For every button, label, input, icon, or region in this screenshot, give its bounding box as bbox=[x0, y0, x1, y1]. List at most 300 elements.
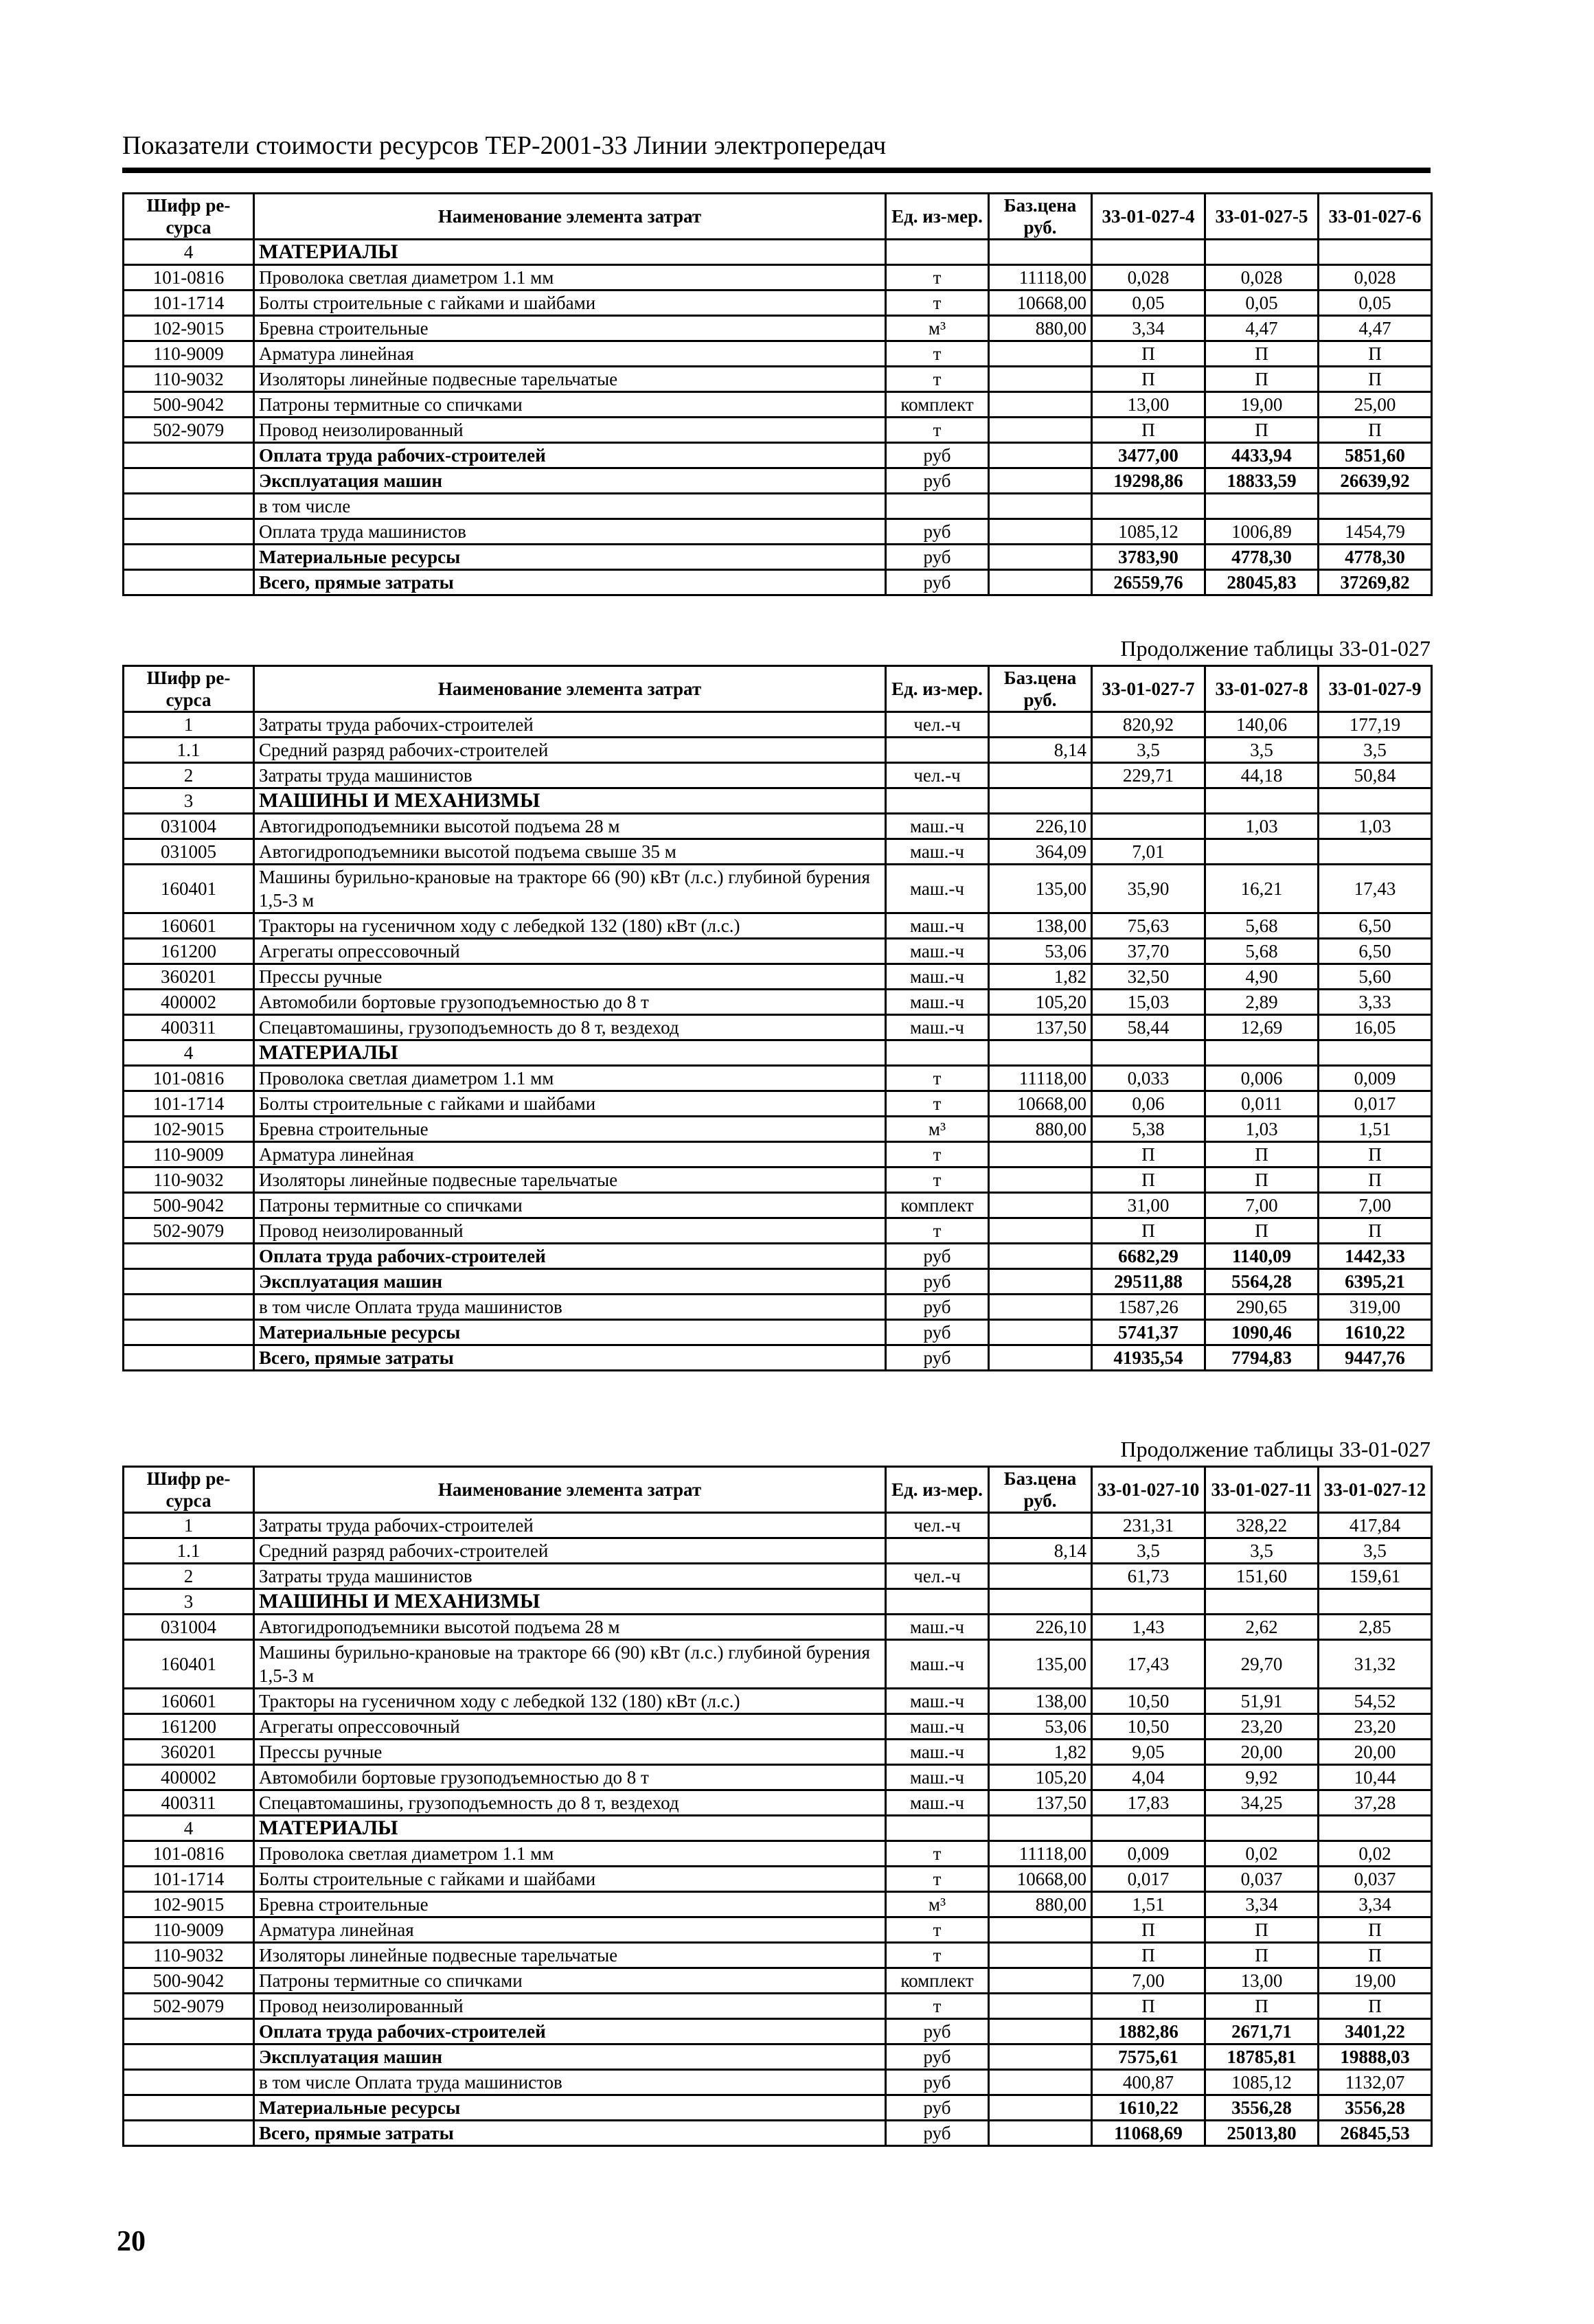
resource-code: 110-9032 bbox=[124, 367, 254, 392]
norm-value: 17,43 bbox=[1092, 1640, 1205, 1689]
norm-value bbox=[1205, 839, 1319, 865]
norm-value: 4,47 bbox=[1319, 316, 1432, 341]
resource-code bbox=[124, 443, 254, 468]
norm-value: 0,028 bbox=[1319, 265, 1432, 290]
norm-value: П bbox=[1205, 1994, 1319, 2019]
norm-value: 5564,28 bbox=[1205, 1269, 1319, 1295]
resource-code: 500-9042 bbox=[124, 1968, 254, 1994]
resource-code: 360201 bbox=[124, 964, 254, 990]
unit-of-measure: т bbox=[886, 1066, 989, 1091]
norm-value: 5,68 bbox=[1205, 939, 1319, 964]
norm-value: 26559,76 bbox=[1092, 570, 1205, 595]
table-row bbox=[124, 1615, 1432, 1640]
element-name: Всего, прямые затраты bbox=[254, 1345, 886, 1371]
base-price bbox=[989, 494, 1092, 519]
unit-of-measure bbox=[886, 788, 989, 814]
base-price bbox=[989, 1218, 1092, 1244]
header-norm-column: 33-01-027-12 bbox=[1319, 1467, 1432, 1513]
norm-value: 231,31 bbox=[1092, 1513, 1205, 1538]
header-norm-column: 33-01-027-8 bbox=[1205, 666, 1319, 712]
resource-code: 160601 bbox=[124, 913, 254, 939]
resource-code bbox=[124, 494, 254, 519]
base-price: 53,06 bbox=[989, 1714, 1092, 1740]
base-price bbox=[989, 1167, 1092, 1193]
resource-code bbox=[124, 1295, 254, 1320]
table-row bbox=[124, 367, 1432, 392]
table-row bbox=[124, 738, 1432, 763]
element-name: в том числе Оплата труда машинистов bbox=[254, 1295, 886, 1320]
table-row bbox=[124, 1765, 1432, 1790]
element-name: Болты строительные с гайками и шайбами bbox=[254, 1091, 886, 1117]
element-name: Проволока светлая диаметром 1.1 мм bbox=[254, 1066, 886, 1091]
norm-value: 5,68 bbox=[1205, 913, 1319, 939]
norm-value: П bbox=[1092, 1167, 1205, 1193]
norm-value: П bbox=[1319, 1218, 1432, 1244]
base-price bbox=[989, 712, 1092, 738]
norm-value: 50,84 bbox=[1319, 763, 1432, 788]
resource-code bbox=[124, 570, 254, 595]
table-row bbox=[124, 1841, 1432, 1867]
table-row bbox=[124, 1295, 1432, 1320]
norm-value: 1006,89 bbox=[1205, 519, 1319, 545]
unit-of-measure: руб bbox=[886, 1345, 989, 1371]
element-name: Автогидроподъемники высотой подъема 28 м bbox=[254, 814, 886, 839]
base-price bbox=[989, 2044, 1092, 2070]
resource-code: 160401 bbox=[124, 1640, 254, 1689]
norm-value: П bbox=[1205, 367, 1319, 392]
norm-value: П bbox=[1319, 367, 1432, 392]
norm-value bbox=[1092, 240, 1205, 265]
resource-code: 1.1 bbox=[124, 1538, 254, 1564]
norm-value: 16,21 bbox=[1205, 865, 1319, 913]
unit-of-measure: т bbox=[886, 367, 989, 392]
element-name: Всего, прямые затраты bbox=[254, 570, 886, 595]
norm-value: 18785,81 bbox=[1205, 2044, 1319, 2070]
table-row bbox=[124, 1943, 1432, 1968]
element-name: Бревна строительные bbox=[254, 1892, 886, 1917]
norm-value: 7,00 bbox=[1319, 1193, 1432, 1218]
norm-value: 4778,30 bbox=[1319, 545, 1432, 570]
base-price bbox=[989, 1943, 1092, 1968]
table-row bbox=[124, 1994, 1432, 2019]
norm-value: 0,028 bbox=[1205, 265, 1319, 290]
norm-value: 3,5 bbox=[1092, 738, 1205, 763]
resource-code: 101-0816 bbox=[124, 265, 254, 290]
norm-value: 6,50 bbox=[1319, 913, 1432, 939]
base-price bbox=[989, 1917, 1092, 1943]
base-price: 138,00 bbox=[989, 913, 1092, 939]
base-price bbox=[989, 2121, 1092, 2146]
norm-value: 6395,21 bbox=[1319, 1269, 1432, 1295]
table-row bbox=[124, 1513, 1432, 1538]
norm-value: 2,85 bbox=[1319, 1615, 1432, 1640]
norm-value bbox=[1205, 494, 1319, 519]
norm-value bbox=[1205, 1589, 1319, 1615]
header-code: Шифр ре-сурса bbox=[124, 194, 254, 240]
norm-value: 9,05 bbox=[1092, 1740, 1205, 1765]
table-row bbox=[124, 712, 1432, 738]
norm-value bbox=[1319, 240, 1432, 265]
total-row bbox=[124, 1345, 1432, 1371]
table-row bbox=[124, 418, 1432, 443]
norm-value: 51,91 bbox=[1205, 1689, 1319, 1714]
unit-of-measure: руб bbox=[886, 570, 989, 595]
base-price bbox=[989, 1193, 1092, 1218]
norm-value bbox=[1319, 1040, 1432, 1066]
resource-code: 161200 bbox=[124, 939, 254, 964]
table-row bbox=[124, 939, 1432, 964]
base-price: 105,20 bbox=[989, 1765, 1092, 1790]
norm-value: 1587,26 bbox=[1092, 1295, 1205, 1320]
base-price bbox=[989, 1564, 1092, 1589]
table-row bbox=[124, 265, 1432, 290]
resource-code: 400002 bbox=[124, 990, 254, 1015]
norm-value: П bbox=[1092, 1917, 1205, 1943]
resource-code: 3 bbox=[124, 788, 254, 814]
unit-of-measure: руб bbox=[886, 519, 989, 545]
resource-code bbox=[124, 2044, 254, 2070]
norm-value: 10,44 bbox=[1319, 1765, 1432, 1790]
resource-code: 101-1714 bbox=[124, 1867, 254, 1892]
page-header: Показатели стоимости ресурсов ТЕР-2001-33 Линии электропередач bbox=[122, 130, 1431, 173]
unit-of-measure: руб bbox=[886, 2070, 989, 2095]
page-number: 20 bbox=[117, 2226, 146, 2257]
unit-of-measure: маш.-ч bbox=[886, 990, 989, 1015]
norm-value: 11068,69 bbox=[1092, 2121, 1205, 2146]
header-norm-column: 33-01-027-10 bbox=[1092, 1467, 1205, 1513]
base-price bbox=[989, 2019, 1092, 2044]
base-price: 11118,00 bbox=[989, 265, 1092, 290]
element-name: Проволока светлая диаметром 1.1 мм bbox=[254, 1841, 886, 1867]
resource-table-2 bbox=[122, 665, 1431, 1371]
base-price: 364,09 bbox=[989, 839, 1092, 865]
table-row bbox=[124, 964, 1432, 990]
norm-value bbox=[1319, 839, 1432, 865]
norm-value: 159,61 bbox=[1319, 1564, 1432, 1589]
norm-value bbox=[1319, 1816, 1432, 1841]
norm-value: 3401,22 bbox=[1319, 2019, 1432, 2044]
base-price bbox=[989, 763, 1092, 788]
header-unit: Ед. из-мер. bbox=[886, 666, 989, 712]
norm-value: 5,60 bbox=[1319, 964, 1432, 990]
norm-value: 3477,00 bbox=[1092, 443, 1205, 468]
element-name: Арматура линейная bbox=[254, 1917, 886, 1943]
element-name: Оплата труда рабочих-строителей bbox=[254, 1244, 886, 1269]
norm-value: 32,50 bbox=[1092, 964, 1205, 990]
unit-of-measure: т bbox=[886, 1917, 989, 1943]
element-name: Затраты труда машинистов bbox=[254, 763, 886, 788]
table-row bbox=[124, 1015, 1432, 1040]
resource-code: 2 bbox=[124, 763, 254, 788]
resource-code: 101-0816 bbox=[124, 1841, 254, 1867]
resource-code: 4 bbox=[124, 240, 254, 265]
element-name: Машины бурильно-крановые на тракторе 66 (90) кВт (л.с.) глубиной бурения 1,5-3 м bbox=[254, 1640, 886, 1689]
norm-value: 37,28 bbox=[1319, 1790, 1432, 1816]
unit-of-measure: т bbox=[886, 265, 989, 290]
element-name: Прессы ручные bbox=[254, 1740, 886, 1765]
element-name: МАТЕРИАЛЫ bbox=[254, 240, 886, 265]
norm-value: П bbox=[1319, 1994, 1432, 2019]
element-name: Затраты труда рабочих-строителей bbox=[254, 712, 886, 738]
cost-table bbox=[122, 1466, 1433, 2147]
norm-value: 35,90 bbox=[1092, 865, 1205, 913]
resource-code bbox=[124, 1269, 254, 1295]
norm-value: П bbox=[1205, 1218, 1319, 1244]
unit-of-measure: чел.-ч bbox=[886, 1564, 989, 1589]
norm-value: П bbox=[1092, 1943, 1205, 1968]
header-row bbox=[124, 1467, 1432, 1513]
norm-value: 5,38 bbox=[1092, 1117, 1205, 1142]
norm-value: 3,5 bbox=[1319, 1538, 1432, 1564]
norm-value: П bbox=[1319, 418, 1432, 443]
resource-code: 4 bbox=[124, 1040, 254, 1066]
unit-of-measure: маш.-ч bbox=[886, 939, 989, 964]
total-row bbox=[124, 1244, 1432, 1269]
section-row bbox=[124, 240, 1432, 265]
unit-of-measure: маш.-ч bbox=[886, 1790, 989, 1816]
resource-table-3 bbox=[122, 1466, 1431, 2147]
norm-value: 1090,46 bbox=[1205, 1320, 1319, 1345]
table-row bbox=[124, 814, 1432, 839]
norm-value: 0,02 bbox=[1205, 1841, 1319, 1867]
norm-value bbox=[1092, 1589, 1205, 1615]
unit-of-measure: т bbox=[886, 418, 989, 443]
base-price: 226,10 bbox=[989, 814, 1092, 839]
base-price: 105,20 bbox=[989, 990, 1092, 1015]
norm-value: 319,00 bbox=[1319, 1295, 1432, 1320]
resource-code: 1 bbox=[124, 712, 254, 738]
norm-value: 1085,12 bbox=[1092, 519, 1205, 545]
element-name: Автомобили бортовые грузоподъемностью до 8 т bbox=[254, 990, 886, 1015]
norm-value: 0,037 bbox=[1319, 1867, 1432, 1892]
norm-value: 75,63 bbox=[1092, 913, 1205, 939]
unit-of-measure: чел.-ч bbox=[886, 1513, 989, 1538]
resource-code: 3 bbox=[124, 1589, 254, 1615]
base-price bbox=[989, 1295, 1092, 1320]
resource-code: 102-9015 bbox=[124, 1892, 254, 1917]
norm-value: 1610,22 bbox=[1319, 1320, 1432, 1345]
table-row bbox=[124, 1892, 1432, 1917]
norm-value: 0,02 bbox=[1319, 1841, 1432, 1867]
element-name: Оплата труда машинистов bbox=[254, 519, 886, 545]
header-price: Баз.цена руб. bbox=[989, 1467, 1092, 1513]
table-row bbox=[124, 1167, 1432, 1193]
unit-of-measure: маш.-ч bbox=[886, 1689, 989, 1714]
header-price: Баз.цена руб. bbox=[989, 666, 1092, 712]
norm-value: 0,037 bbox=[1205, 1867, 1319, 1892]
table-row bbox=[124, 1790, 1432, 1816]
resource-code: 502-9079 bbox=[124, 1218, 254, 1244]
norm-value bbox=[1092, 494, 1205, 519]
norm-value: 1132,07 bbox=[1319, 2070, 1432, 2095]
unit-of-measure: маш.-ч bbox=[886, 1765, 989, 1790]
unit-of-measure bbox=[886, 738, 989, 763]
norm-value: 0,028 bbox=[1092, 265, 1205, 290]
base-price bbox=[989, 545, 1092, 570]
norm-value: 140,06 bbox=[1205, 712, 1319, 738]
norm-value bbox=[1205, 240, 1319, 265]
norm-value: 2,62 bbox=[1205, 1615, 1319, 1640]
norm-value: 400,87 bbox=[1092, 2070, 1205, 2095]
element-name: Бревна строительные bbox=[254, 1117, 886, 1142]
unit-of-measure: руб bbox=[886, 1295, 989, 1320]
unit-of-measure: т bbox=[886, 341, 989, 367]
table-row bbox=[124, 1117, 1432, 1142]
unit-of-measure: маш.-ч bbox=[886, 814, 989, 839]
base-price: 8,14 bbox=[989, 1538, 1092, 1564]
element-name: Арматура линейная bbox=[254, 341, 886, 367]
resource-code bbox=[124, 2121, 254, 2146]
table-row bbox=[124, 913, 1432, 939]
unit-of-measure: руб bbox=[886, 2044, 989, 2070]
norm-value: П bbox=[1319, 1167, 1432, 1193]
element-name: в том числе Оплата труда машинистов bbox=[254, 2070, 886, 2095]
norm-value: 0,033 bbox=[1092, 1066, 1205, 1091]
norm-value: 6,50 bbox=[1319, 939, 1432, 964]
unit-of-measure: комплект bbox=[886, 392, 989, 418]
table-row bbox=[124, 341, 1432, 367]
unit-of-measure: т bbox=[886, 1841, 989, 1867]
base-price: 135,00 bbox=[989, 865, 1092, 913]
resource-code bbox=[124, 1345, 254, 1371]
base-price: 880,00 bbox=[989, 1892, 1092, 1917]
norm-value: 19298,86 bbox=[1092, 468, 1205, 494]
base-price: 137,50 bbox=[989, 1015, 1092, 1040]
norm-value: 3,34 bbox=[1092, 316, 1205, 341]
norm-value: 9,92 bbox=[1205, 1765, 1319, 1790]
norm-value: 19,00 bbox=[1319, 1968, 1432, 1994]
norm-value: 25,00 bbox=[1319, 392, 1432, 418]
norm-value: 4,47 bbox=[1205, 316, 1319, 341]
resource-code: 101-1714 bbox=[124, 1091, 254, 1117]
unit-of-measure: т bbox=[886, 1943, 989, 1968]
norm-value: 1085,12 bbox=[1205, 2070, 1319, 2095]
header-norm-column: 33-01-027-9 bbox=[1319, 666, 1432, 712]
table-row bbox=[124, 1091, 1432, 1117]
base-price: 8,14 bbox=[989, 738, 1092, 763]
resource-code: 110-9009 bbox=[124, 1917, 254, 1943]
unit-of-measure: чел.-ч bbox=[886, 763, 989, 788]
norm-value: 15,03 bbox=[1092, 990, 1205, 1015]
base-price bbox=[989, 443, 1092, 468]
table-row bbox=[124, 1714, 1432, 1740]
norm-value: 1,03 bbox=[1319, 814, 1432, 839]
norm-value: 0,05 bbox=[1319, 290, 1432, 316]
header-code: Шифр ре-сурса bbox=[124, 666, 254, 712]
resource-code: 031004 bbox=[124, 1615, 254, 1640]
norm-value bbox=[1205, 1816, 1319, 1841]
norm-value: 13,00 bbox=[1092, 392, 1205, 418]
unit-of-measure: м³ bbox=[886, 316, 989, 341]
norm-value: П bbox=[1092, 1142, 1205, 1167]
norm-value: 9447,76 bbox=[1319, 1345, 1432, 1371]
norm-value: 2671,71 bbox=[1205, 2019, 1319, 2044]
resource-code: 101-1714 bbox=[124, 290, 254, 316]
table-row bbox=[124, 990, 1432, 1015]
element-name: Проволока светлая диаметром 1.1 мм bbox=[254, 265, 886, 290]
resource-code bbox=[124, 1320, 254, 1345]
norm-value: П bbox=[1205, 341, 1319, 367]
resource-code: 110-9032 bbox=[124, 1167, 254, 1193]
element-name: МАШИНЫ И МЕХАНИЗМЫ bbox=[254, 1589, 886, 1615]
table-row bbox=[124, 392, 1432, 418]
table-row bbox=[124, 1218, 1432, 1244]
norm-value: 37269,82 bbox=[1319, 570, 1432, 595]
base-price bbox=[989, 788, 1092, 814]
resource-code: 160601 bbox=[124, 1689, 254, 1714]
unit-of-measure: т bbox=[886, 1167, 989, 1193]
norm-value: 3783,90 bbox=[1092, 545, 1205, 570]
base-price bbox=[989, 519, 1092, 545]
resource-code: 360201 bbox=[124, 1740, 254, 1765]
norm-value: 20,00 bbox=[1205, 1740, 1319, 1765]
norm-value: 10,50 bbox=[1092, 1714, 1205, 1740]
element-name: Изоляторы линейные подвесные тарельчатые bbox=[254, 367, 886, 392]
table-row bbox=[124, 1066, 1432, 1091]
table-row bbox=[124, 1538, 1432, 1564]
unit-of-measure bbox=[886, 1816, 989, 1841]
norm-value: П bbox=[1205, 1917, 1319, 1943]
norm-value bbox=[1092, 814, 1205, 839]
base-price: 137,50 bbox=[989, 1790, 1092, 1816]
norm-value: 17,83 bbox=[1092, 1790, 1205, 1816]
element-name: Арматура линейная bbox=[254, 1142, 886, 1167]
norm-value: 1442,33 bbox=[1319, 1244, 1432, 1269]
unit-of-measure: маш.-ч bbox=[886, 1740, 989, 1765]
unit-of-measure: маш.-ч bbox=[886, 1615, 989, 1640]
resource-code bbox=[124, 1244, 254, 1269]
norm-value: 4,04 bbox=[1092, 1765, 1205, 1790]
unit-of-measure: т bbox=[886, 1218, 989, 1244]
norm-value: 3556,28 bbox=[1205, 2095, 1319, 2121]
norm-value: 1,51 bbox=[1319, 1117, 1432, 1142]
section-row bbox=[124, 1589, 1432, 1615]
element-name: Эксплуатация машин bbox=[254, 2044, 886, 2070]
unit-of-measure bbox=[886, 240, 989, 265]
norm-value: 2,89 bbox=[1205, 990, 1319, 1015]
element-name: Провод неизолированный bbox=[254, 418, 886, 443]
norm-value: 3,34 bbox=[1319, 1892, 1432, 1917]
table-row bbox=[124, 1142, 1432, 1167]
resource-table-1 bbox=[122, 192, 1431, 596]
header-name: Наименование элемента затрат bbox=[254, 194, 886, 240]
norm-value: 417,84 bbox=[1319, 1513, 1432, 1538]
norm-value: 26639,92 bbox=[1319, 468, 1432, 494]
unit-of-measure: руб bbox=[886, 2121, 989, 2146]
norm-value: 7575,61 bbox=[1092, 2044, 1205, 2070]
norm-value: 5851,60 bbox=[1319, 443, 1432, 468]
resource-code: 502-9079 bbox=[124, 418, 254, 443]
norm-value: 31,00 bbox=[1092, 1193, 1205, 1218]
element-name: Эксплуатация машин bbox=[254, 1269, 886, 1295]
element-name: Материальные ресурсы bbox=[254, 2095, 886, 2121]
norm-value bbox=[1319, 1589, 1432, 1615]
element-name: Болты строительные с гайками и шайбами bbox=[254, 1867, 886, 1892]
norm-value: 28045,83 bbox=[1205, 570, 1319, 595]
element-name: Патроны термитные со спичками bbox=[254, 1968, 886, 1994]
norm-value: 58,44 bbox=[1092, 1015, 1205, 1040]
resource-code: 160401 bbox=[124, 865, 254, 913]
element-name: Затраты труда рабочих-строителей bbox=[254, 1513, 886, 1538]
norm-value: 7794,83 bbox=[1205, 1345, 1319, 1371]
element-name: Тракторы на гусеничном ходу с лебедкой 132 (180) кВт (л.с.) bbox=[254, 913, 886, 939]
resource-code: 102-9015 bbox=[124, 1117, 254, 1142]
base-price: 226,10 bbox=[989, 1615, 1092, 1640]
element-name: Агрегаты опрессовочный bbox=[254, 1714, 886, 1740]
norm-value: 0,011 bbox=[1205, 1091, 1319, 1117]
unit-of-measure bbox=[886, 1538, 989, 1564]
resource-code: 110-9009 bbox=[124, 1142, 254, 1167]
